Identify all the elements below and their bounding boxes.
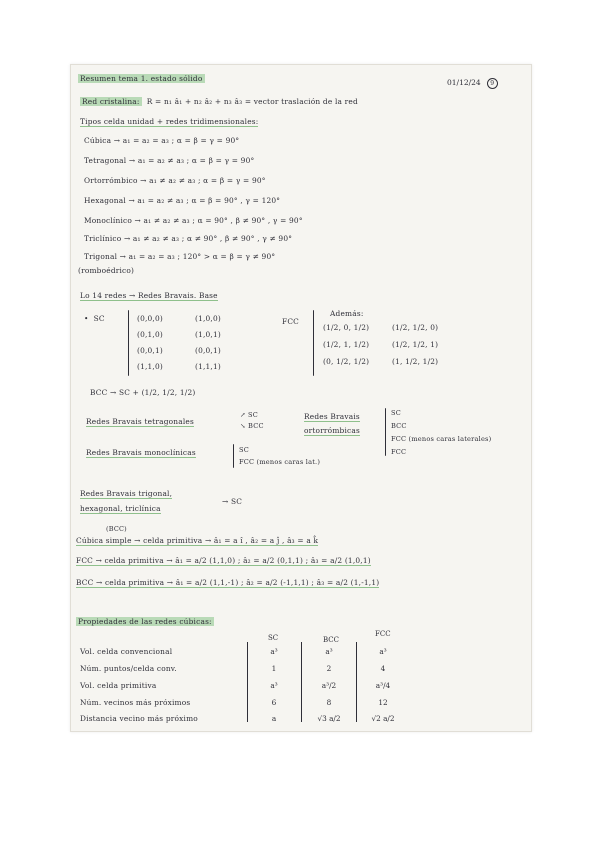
system-line: Monoclínico → a₁ ≠ a₂ ≠ a₃ ; α = 90° , β ≠ 90° , γ = 90° <box>84 216 303 225</box>
table-row-label: Núm. vecinos más próximos <box>80 698 191 707</box>
trigonal-label: hexagonal, triclínica <box>80 504 161 513</box>
tetragonal-label: Redes Bravais tetragonales <box>86 417 194 426</box>
fcc-point: Además: <box>330 309 364 318</box>
table-cell: √2 a/2 <box>371 714 395 723</box>
page-title: Resumen tema 1. estado sólido <box>80 74 203 83</box>
system-line: Hexagonal → a₁ = a₂ ≠ a₃ ; α = β = 90° , γ = 120° <box>84 196 281 205</box>
table-cell: 4 <box>380 664 386 673</box>
prim-cubica: Cúbica simple → celda primitiva → â₁ = a î , â₂ = a ĵ , â₃ = a k̂ <box>76 536 319 545</box>
col-header-bcc: BCC <box>323 636 339 644</box>
ortorrombicas-opt: FCC <box>391 448 407 456</box>
system-line: (romboédrico) <box>78 266 135 275</box>
table-cell: 6 <box>271 698 277 707</box>
fcc-point: (1/2, 1, 1/2) <box>323 340 370 349</box>
table-cell: a³ <box>270 647 278 656</box>
fcc-point: (0, 1/2, 1/2) <box>323 357 370 366</box>
sc-point: (0,0,0) <box>137 314 163 323</box>
monoclinicas-opt: SC <box>239 446 249 454</box>
table-cell: 8 <box>326 698 332 707</box>
bcc-line: BCC → SC + (1/2, 1/2, 1/2) <box>90 388 196 397</box>
prim-bcc: BCC → celda primitiva → â₁ = a/2 (1,1,-1) ; â₂ = a/2 (-1,1,1) ; â₃ = a/2 (1,-1,1) <box>76 578 380 587</box>
table-row-label: Núm. puntos/celda conv. <box>80 664 177 673</box>
table-cell: 2 <box>326 664 332 673</box>
sc-point: (0,0,1) <box>137 346 163 355</box>
table-divider <box>301 642 302 722</box>
fcc-label: FCC <box>282 317 300 326</box>
table-row-label: Vol. celda primitiva <box>80 681 157 690</box>
trigonal-label: Redes Bravais trigonal, <box>80 489 173 498</box>
system-line: Cúbica → a₁ = a₂ = a₃ ; α = β = γ = 90° <box>84 136 240 145</box>
monoclinicas-label: Redes Bravais monoclínicas <box>86 448 196 457</box>
monoclinicas-brace <box>233 444 234 468</box>
section-celda-title: Tipos celda unidad + redes tridimensionales: <box>80 117 259 126</box>
table-row-label: Distancia vecino más próximo <box>80 714 198 723</box>
system-line: Tetragonal → a₁ = a₂ ≠ a₃ ; α = β = γ = 90° <box>84 156 255 165</box>
sc-point: (1,1,1) <box>195 362 221 371</box>
sc-brace <box>128 310 129 376</box>
page-number-badge: 9 <box>487 78 498 89</box>
sc-point: (0,1,0) <box>137 330 163 339</box>
col-header-sc: SC <box>268 634 279 642</box>
sc-point: (0,0,1) <box>195 346 221 355</box>
props-title: Propiedades de las redes cúbicas: <box>78 617 212 626</box>
sc-point: (1,1,0) <box>137 362 163 371</box>
ortorrombicas-label: Redes Bravais <box>304 412 360 421</box>
tetragonal-opt: ↗ SC <box>240 411 258 419</box>
bravais-title: Lo 14 redes → Redes Bravais. Base <box>80 291 218 300</box>
trigonal-result: → SC <box>222 497 243 506</box>
tetragonal-opt: ↘ BCC <box>240 422 264 430</box>
date: 01/12/24 9 <box>447 78 498 89</box>
fcc-point: (1/2, 1/2, 0) <box>392 323 439 332</box>
sc-point: (1,0,0) <box>195 314 221 323</box>
sc-label: • SC <box>84 314 105 323</box>
monoclinicas-opt: FCC (menos caras lat.) <box>239 458 321 466</box>
fcc-point: (1, 1/2, 1/2) <box>392 357 439 366</box>
table-cell: √3 a/2 <box>317 714 341 723</box>
ortorrombicas-opt: FCC (menos caras laterales) <box>391 435 492 443</box>
ortorrombicas-label: ortorrómbicas <box>304 426 360 435</box>
ortorrombicas-opt: SC <box>391 409 401 417</box>
ortorrombicas-brace <box>385 408 386 456</box>
bcc-note: (BCC) <box>106 525 127 533</box>
table-cell: 12 <box>378 698 388 707</box>
table-row-label: Vol. celda convencional <box>80 647 173 656</box>
system-line: Triclínico → a₁ ≠ a₂ ≠ a₃ ; α ≠ 90° , β ≠ 90° , γ ≠ 90° <box>84 234 293 243</box>
table-cell: a³ <box>270 681 278 690</box>
table-cell: a³/2 <box>321 681 337 690</box>
system-line: Ortorrómbico → a₁ ≠ a₂ ≠ a₃ ; α = β = γ = 90° <box>84 176 266 185</box>
fcc-point: (1/2, 0, 1/2) <box>323 323 370 332</box>
table-cell: a³ <box>325 647 333 656</box>
ortorrombicas-opt: BCC <box>391 422 407 430</box>
intro-line: Red cristalina: R = n₁ â₁ + n₂ â₂ + n₃ â₃ = vector traslación de la red <box>82 97 358 106</box>
table-cell: a <box>271 714 277 723</box>
table-cell: 1 <box>271 664 277 673</box>
table-divider <box>356 642 357 722</box>
fcc-point: (1/2, 1/2, 1) <box>392 340 439 349</box>
system-line: Trigonal → a₁ = a₂ = a₃ ; 120° > α = β = γ ≠ 90° <box>84 252 276 261</box>
table-cell: a³/4 <box>375 681 391 690</box>
col-header-fcc: FCC <box>375 630 391 638</box>
table-divider <box>247 642 248 722</box>
fcc-brace <box>313 310 314 376</box>
prim-fcc: FCC → celda primitiva → â₁ = a/2 (1,1,0) ; â₂ = a/2 (0,1,1) ; â₃ = a/2 (1,0,1) <box>76 556 371 565</box>
table-cell: a³ <box>379 647 387 656</box>
sc-point: (1,0,1) <box>195 330 221 339</box>
